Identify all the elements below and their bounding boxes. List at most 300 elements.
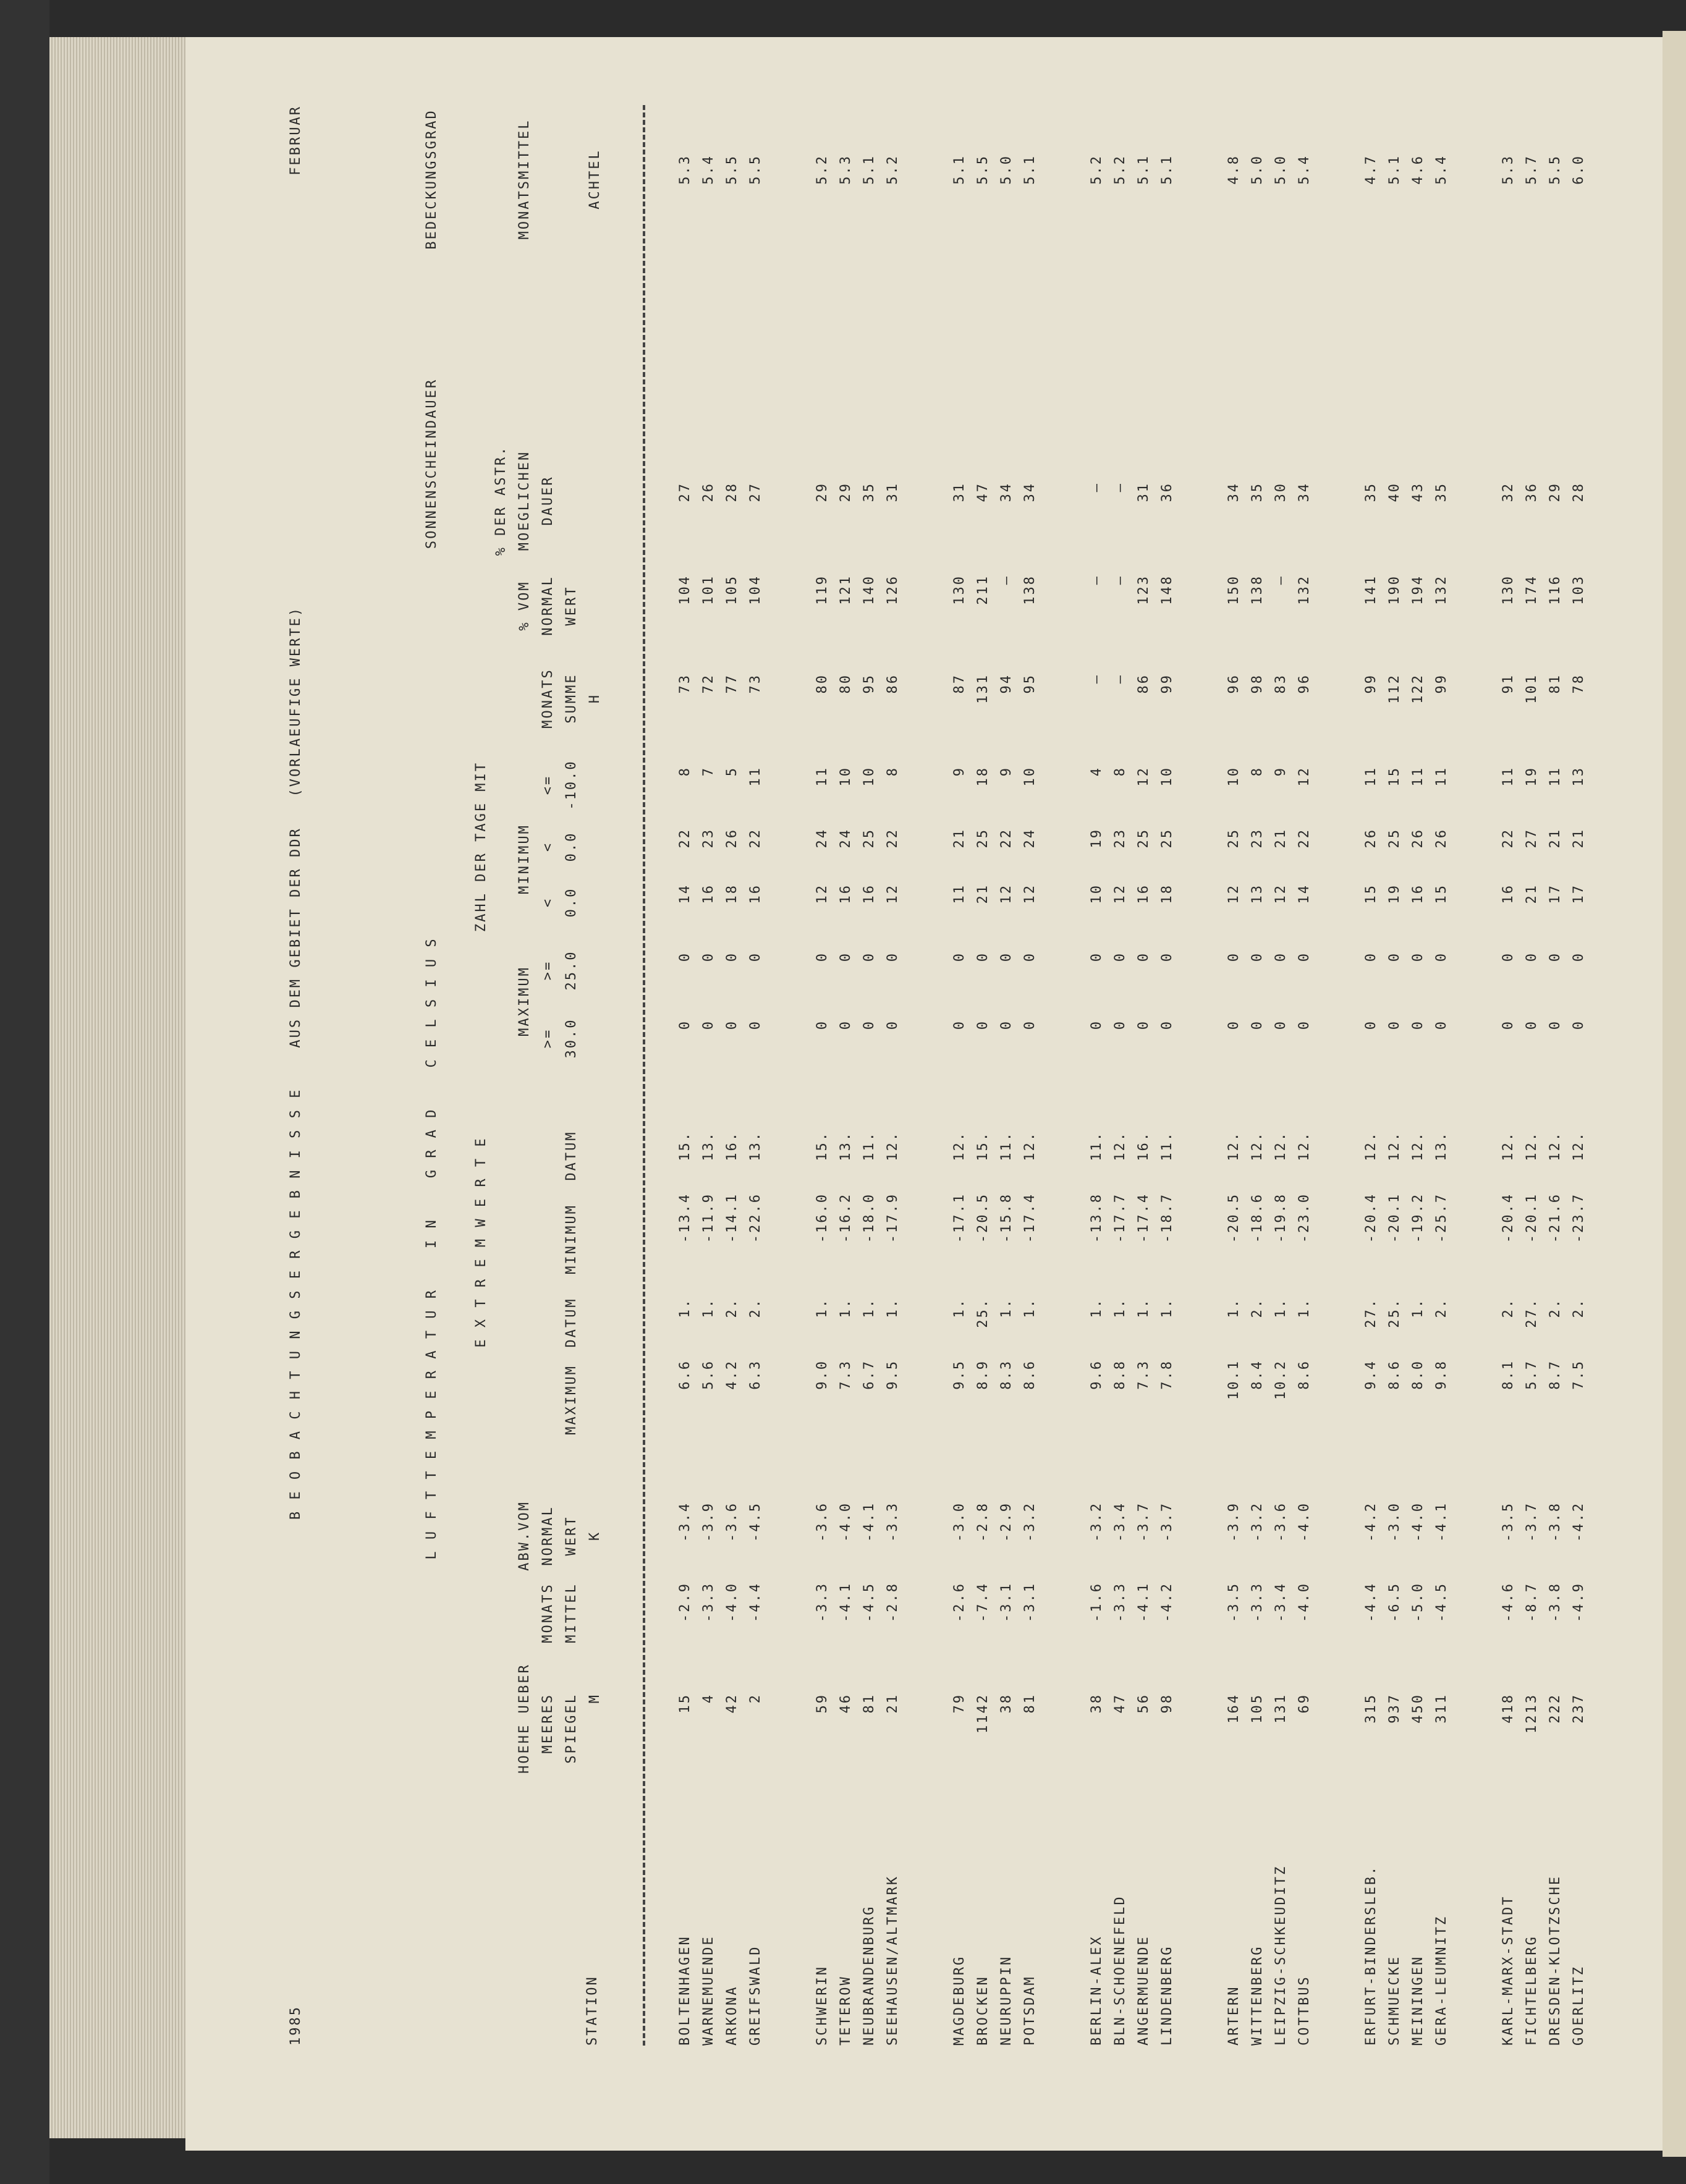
tage-min0-value: 21 [1273, 828, 1289, 849]
bedeckung-value: 5.2 [1089, 154, 1104, 185]
monatsmittel-value: -6.5 [1387, 1582, 1402, 1622]
station-name: GERA-LEUMNITZ [1434, 1915, 1449, 2046]
minimum-value: -20.4 [1501, 1193, 1516, 1243]
threshold-op-2: >= [540, 960, 556, 981]
monatsmittel-value: -3.3 [815, 1582, 830, 1622]
max-datum-value: 1. [1159, 1298, 1175, 1318]
hoehe-value: 81 [1022, 1693, 1038, 1714]
monatsmittel-value: -4.1 [838, 1582, 854, 1622]
book-page [185, 37, 1669, 2151]
min-datum-value: 12. [1112, 1131, 1128, 1161]
tage-min0-value: 26 [1434, 828, 1449, 849]
maximum-value: 9.5 [885, 1360, 900, 1390]
maximum-value: 6.7 [862, 1360, 877, 1390]
tage-max0-value: 18 [724, 884, 740, 904]
tage-min10-value: 13 [1571, 766, 1586, 787]
bedeckung-value: 5.3 [677, 154, 693, 185]
hoehe-value: 47 [1112, 1693, 1128, 1714]
tage-max30-value: 0 [975, 1020, 991, 1030]
tage-min10-value: 10 [1159, 766, 1175, 787]
max-datum-value: 1. [701, 1298, 716, 1318]
monatsmittel-value: -1.6 [1089, 1582, 1104, 1622]
tage-min0-value: 22 [748, 828, 763, 849]
sonne-summe-value: 80 [838, 674, 854, 694]
tage-max25-value: 0 [838, 952, 854, 962]
hoehe-value: 2 [748, 1693, 763, 1704]
abw-value: -2.9 [999, 1502, 1014, 1542]
pct-normal-header-2: NORMAL [540, 575, 556, 636]
tage-min0-value: 21 [1548, 828, 1563, 849]
station-name: DRESDEN-KLOTZSCHE [1548, 1874, 1563, 2046]
tage-max30-value: 0 [1273, 1020, 1289, 1030]
monatsmittel-value: -3.1 [1022, 1582, 1038, 1622]
station-name: MAGDEBURG [952, 1955, 967, 2046]
minimum-value: -15.8 [999, 1193, 1014, 1243]
station-name: ERFURT-BINDERSLEB. [1363, 1864, 1379, 2046]
tage-max25-value: 0 [975, 952, 991, 962]
tage-max0-value: 12 [1022, 884, 1038, 904]
station-name: BLN-SCHOENEFELD [1112, 1895, 1128, 2046]
tage-min0-value: 23 [1250, 828, 1265, 849]
bedeckung-value: 5.1 [1022, 154, 1038, 185]
station-name: BOLTENHAGEN [677, 1935, 693, 2046]
tage-min10-value: 8 [1250, 766, 1265, 777]
bedeckung-value: 5.5 [1548, 154, 1563, 185]
monatsmittel-value: -4.0 [1297, 1582, 1312, 1622]
tage-min0-value: 25 [1136, 828, 1151, 849]
sonne-pct-astr-value: 28 [724, 482, 740, 502]
sonne-summe-value: 91 [1501, 674, 1516, 694]
tage-max25-value: 0 [1226, 952, 1242, 962]
sonne-summe-value: 87 [952, 674, 967, 694]
max-datum-value: 1. [952, 1298, 967, 1318]
sonne-pct-normal-value: — [1112, 575, 1128, 585]
hoehe-value: 46 [838, 1693, 854, 1714]
tage-min0-value: 21 [952, 828, 967, 849]
hoehe-value: 418 [1501, 1693, 1516, 1724]
extremwerte-heading: E X T R E M W E R T E [473, 1136, 489, 1348]
tage-max0-value: 12 [1226, 884, 1242, 904]
maximum-value: 4.2 [724, 1360, 740, 1390]
tage-max25-value: 0 [952, 952, 967, 962]
sonne-summe-value: 96 [1226, 674, 1242, 694]
minimum-value: -17.1 [952, 1193, 967, 1243]
maximum-value: 10.1 [1226, 1360, 1242, 1400]
minimum-value: -13.4 [677, 1193, 693, 1243]
hoehe-value: 38 [1089, 1693, 1104, 1714]
monatsmittel-value: -4.4 [748, 1582, 763, 1622]
maximum-value: 8.0 [1410, 1360, 1426, 1390]
sonne-pct-astr-value: 36 [1524, 482, 1540, 502]
tage-max25-value: 0 [1571, 952, 1586, 962]
monatsmittel-value: -3.8 [1548, 1582, 1563, 1622]
datum-header-1: DATUM [564, 1297, 579, 1348]
tage-max0-value: 11 [952, 884, 967, 904]
sonne-pct-astr-value: 43 [1410, 482, 1426, 502]
hoehe-value: 105 [1250, 1693, 1265, 1724]
tage-max0-value: 12 [885, 884, 900, 904]
tage-max25-value: 0 [1363, 952, 1379, 962]
min-datum-value: 13. [748, 1131, 763, 1161]
sonne-pct-astr-value: 29 [838, 482, 854, 502]
abw-value: -4.0 [838, 1502, 854, 1542]
sonne-pct-astr-value: 34 [1297, 482, 1312, 502]
tage-min0-value: 22 [999, 828, 1014, 849]
tage-max25-value: 0 [1524, 952, 1540, 962]
sonne-pct-normal-value: 116 [1548, 575, 1563, 605]
hoehe-value: 4 [701, 1693, 716, 1704]
tage-max0-value: 18 [1159, 884, 1175, 904]
hoehe-value: 311 [1434, 1693, 1449, 1724]
min-datum-value: 12. [1501, 1131, 1516, 1161]
max-datum-value: 2. [1501, 1298, 1516, 1318]
minimum-value: -25.7 [1434, 1193, 1449, 1243]
tage-max25-value: 0 [724, 952, 740, 962]
tage-min10-value: 5 [724, 766, 740, 777]
sonne-summe-value: 122 [1410, 674, 1426, 704]
year: 1985 [288, 2005, 303, 2046]
sonne-pct-normal-value: 140 [862, 575, 877, 605]
min-datum-value: 11. [1159, 1131, 1175, 1161]
sonne-pct-astr-value: 26 [701, 482, 716, 502]
sonne-pct-normal-value: 105 [724, 575, 740, 605]
abw-value: -3.2 [1250, 1502, 1265, 1542]
hoehe-value: 15 [677, 1693, 693, 1714]
max-datum-value: 25. [1387, 1298, 1402, 1328]
minimum-value: -20.1 [1387, 1193, 1402, 1243]
max-datum-value: 1. [999, 1298, 1014, 1318]
max-datum-value: 2. [724, 1298, 740, 1318]
abw-value: -3.9 [701, 1502, 716, 1542]
tage-max30-value: 0 [885, 1020, 900, 1030]
tage-min0-value: 25 [1226, 828, 1242, 849]
min-datum-value: 12. [1363, 1131, 1379, 1161]
abw-value: -3.2 [1089, 1502, 1104, 1542]
min-datum-value: 16. [1136, 1131, 1151, 1161]
sonne-pct-astr-value: 35 [862, 482, 877, 502]
minimum-group-header: MINIMUM [517, 824, 532, 894]
tage-max30-value: 0 [1226, 1020, 1242, 1030]
sonne-pct-astr-value: 27 [748, 482, 763, 502]
minimum-value: -16.2 [838, 1193, 854, 1243]
station-name: TETEROW [838, 1975, 854, 2046]
bedeckung-value: 5.5 [724, 154, 740, 185]
minimum-value: -17.7 [1112, 1193, 1128, 1243]
month: FEBRUAR [288, 105, 303, 176]
monatsmittel-value: -4.0 [724, 1582, 740, 1622]
maximum-value: 5.6 [701, 1360, 716, 1390]
bedeckung-value: 5.0 [1250, 154, 1265, 185]
tage-min0-value: 27 [1524, 828, 1540, 849]
sonne-summe-value: — [1089, 674, 1104, 684]
tage-min10-value: 11 [1501, 766, 1516, 787]
sonne-summe-value: 99 [1434, 674, 1449, 694]
min-datum-value: 12. [1273, 1131, 1289, 1161]
min-datum-value: 11. [999, 1131, 1014, 1161]
abw-value: -3.7 [1136, 1502, 1151, 1542]
minimum-value: -19.8 [1273, 1193, 1289, 1243]
minimum-value: -18.7 [1159, 1193, 1175, 1243]
abw-value: -3.6 [724, 1502, 740, 1542]
tage-min0-value: 23 [701, 828, 716, 849]
maximum-value: 8.1 [1501, 1360, 1516, 1390]
tage-max25-value: 0 [1089, 952, 1104, 962]
abw-value: -3.0 [952, 1502, 967, 1542]
abw-value: -3.6 [1273, 1502, 1289, 1542]
sonne-pct-normal-value: 138 [1250, 575, 1265, 605]
hoehe-value: 237 [1571, 1693, 1586, 1724]
bedeckung-value: 5.5 [975, 154, 991, 185]
monatsmittel-value: -7.4 [975, 1582, 991, 1622]
sonne-pct-normal-value: 194 [1410, 575, 1426, 605]
tage-min10-value: 12 [1136, 766, 1151, 787]
bedeckung-value: 5.2 [815, 154, 830, 185]
tage-max0-value: 17 [1571, 884, 1586, 904]
max-datum-value: 1. [1297, 1298, 1312, 1318]
monatsmittel-value: -4.2 [1159, 1582, 1175, 1622]
tage-max0-value: 16 [838, 884, 854, 904]
maximum-value: 8.7 [1548, 1360, 1563, 1390]
threshold-op-5: <= [540, 774, 556, 795]
tage-max0-value: 12 [1112, 884, 1128, 904]
abw-value: -3.3 [885, 1502, 900, 1542]
sonne-pct-normal-value: 141 [1363, 575, 1379, 605]
hoehe-header-3: SPIEGEL [564, 1693, 579, 1764]
minimum-value: -23.0 [1297, 1193, 1312, 1243]
sonne-pct-astr-value: 34 [1226, 482, 1242, 502]
tage-min0-value: 22 [885, 828, 900, 849]
sonne-pct-astr-value: 31 [885, 482, 900, 502]
tage-max25-value: 0 [748, 952, 763, 962]
abw-value: -3.4 [677, 1502, 693, 1542]
tage-min10-value: 12 [1297, 766, 1312, 787]
sonne-pct-normal-value: 104 [748, 575, 763, 605]
min-datum-value: 13. [838, 1131, 854, 1161]
sonne-pct-normal-value: 103 [1571, 575, 1586, 605]
tage-max0-value: 10 [1089, 884, 1104, 904]
tage-min10-value: 9 [1273, 766, 1289, 777]
tage-max0-value: 12 [1273, 884, 1289, 904]
max-datum-value: 1. [1226, 1298, 1242, 1318]
minimum-header: MINIMUM [564, 1204, 579, 1274]
pct-normal-header-3: WERT [564, 585, 579, 626]
tage-max0-value: 16 [1410, 884, 1426, 904]
abw-value: -2.8 [975, 1502, 991, 1542]
monatsmittel-value: -5.0 [1410, 1582, 1426, 1622]
tage-max25-value: 0 [1136, 952, 1151, 962]
station-name: SCHMUECKE [1387, 1955, 1402, 2046]
station-name: WITTENBERG [1250, 1945, 1265, 2046]
min-datum-value: 13. [1434, 1131, 1449, 1161]
maximum-value: 8.6 [1387, 1360, 1402, 1390]
tage-min0-value: 21 [1571, 828, 1586, 849]
tage-min10-value: 10 [1226, 766, 1242, 787]
hoehe-value: 131 [1273, 1693, 1289, 1724]
sonne-pct-astr-value: 35 [1363, 482, 1379, 502]
minimum-value: -18.0 [862, 1193, 877, 1243]
bedeckung-value: 5.1 [952, 154, 967, 185]
monatsmittel-value: -3.3 [701, 1582, 716, 1622]
tage-min10-value: 10 [862, 766, 877, 787]
sonne-summe-value: 73 [677, 674, 693, 694]
threshold-op-3: < [540, 897, 556, 908]
sonne-summe-value: 95 [1022, 674, 1038, 694]
bedeckung-value: 5.5 [748, 154, 763, 185]
abw-value: -4.1 [1434, 1502, 1449, 1542]
sonne-pct-normal-value: 138 [1022, 575, 1038, 605]
station-name: BERLIN-ALEX [1089, 1935, 1104, 2046]
maximum-value: 8.6 [1022, 1360, 1038, 1390]
hoehe-value: 450 [1410, 1693, 1426, 1724]
max-datum-value: 1. [885, 1298, 900, 1318]
station-name: KARL-MARX-STADT [1501, 1895, 1516, 2046]
sonne-summe-value: 99 [1363, 674, 1379, 694]
sonne-summe-value: 83 [1273, 674, 1289, 694]
abw-value: -3.7 [1524, 1502, 1540, 1542]
monatsmittel-value: -8.7 [1524, 1582, 1540, 1622]
abw-header-2: NORMAL [540, 1505, 556, 1566]
tage-min0-value: 22 [677, 828, 693, 849]
bedeckung-value: 5.3 [838, 154, 854, 185]
tage-min10-value: 9 [952, 766, 967, 777]
tage-max30-value: 0 [952, 1020, 967, 1030]
monatsmittel-value: -4.5 [862, 1582, 877, 1622]
max-datum-value: 1. [677, 1298, 693, 1318]
sonne-summe-value: 86 [885, 674, 900, 694]
minimum-value: -13.8 [1089, 1193, 1104, 1243]
monatsmittel-header-2: MITTEL [564, 1583, 579, 1643]
sonne-summe-value: 80 [815, 674, 830, 694]
monatssumme-header-3: H [587, 693, 603, 704]
maximum-value: 6.3 [748, 1360, 763, 1390]
maximum-value: 5.7 [1524, 1360, 1540, 1390]
hoehe-value: 81 [862, 1693, 877, 1714]
min-datum-value: 12. [1410, 1131, 1426, 1161]
tage-max0-value: 16 [862, 884, 877, 904]
tage-min10-value: 11 [1548, 766, 1563, 787]
hoehe-value: 21 [885, 1693, 900, 1714]
tage-max25-value: 0 [1387, 952, 1402, 962]
tage-min10-value: 4 [1089, 766, 1104, 777]
sonne-pct-astr-value: 34 [999, 482, 1014, 502]
tage-max0-value: 13 [1250, 884, 1265, 904]
tage-max25-value: 0 [1112, 952, 1128, 962]
min-datum-value: 12. [1524, 1131, 1540, 1161]
monatsmittel-value: -4.1 [1136, 1582, 1151, 1622]
tage-max0-value: 16 [1501, 884, 1516, 904]
sonne-pct-astr-value: 36 [1159, 482, 1175, 502]
bedeckung-value: 4.6 [1410, 154, 1426, 185]
monatsmittel-value: -4.6 [1501, 1582, 1516, 1622]
sonne-summe-value: 96 [1297, 674, 1312, 694]
station-name: COTTBUS [1297, 1975, 1312, 2046]
hoehe-value: 98 [1159, 1693, 1175, 1714]
achtel-header: ACHTEL [587, 149, 603, 210]
tage-min10-value: 11 [1363, 766, 1379, 787]
page-title: B E O B A C H T U N G S E R G E B N I S S E AUS DEM GEBIET DER DDR (VORLAEUFIGE WERTE) [288, 606, 303, 1520]
tage-min0-value: 25 [862, 828, 877, 849]
abw-value: -3.4 [1112, 1502, 1128, 1542]
monatsmittel-value: -3.3 [1250, 1582, 1265, 1622]
bedeckung-value: 5.4 [1297, 154, 1312, 185]
station-name: LINDENBERG [1159, 1945, 1175, 2046]
sonne-pct-astr-value: 35 [1434, 482, 1449, 502]
abw-header-3: WERT [564, 1515, 579, 1556]
bedeckung-value: 5.0 [999, 154, 1014, 185]
station-name: POTSDAM [1022, 1975, 1038, 2046]
max-datum-value: 27. [1363, 1298, 1379, 1328]
maximum-value: 9.8 [1434, 1360, 1449, 1390]
min-datum-value: 12. [885, 1131, 900, 1161]
sonne-pct-normal-value: 174 [1524, 575, 1540, 605]
maximum-value: 8.6 [1297, 1360, 1312, 1390]
bedeckung-value: 6.0 [1571, 154, 1586, 185]
sonne-summe-value: 81 [1548, 674, 1563, 694]
abw-value: -3.5 [1501, 1502, 1516, 1542]
tage-max0-value: 12 [815, 884, 830, 904]
tage-max30-value: 0 [1571, 1020, 1586, 1030]
sonne-pct-normal-value: 190 [1387, 575, 1402, 605]
sonne-summe-value: 99 [1159, 674, 1175, 694]
minimum-value: -17.9 [885, 1193, 900, 1243]
sonne-pct-astr-value: 32 [1501, 482, 1516, 502]
maximum-value: 8.4 [1250, 1360, 1265, 1390]
tage-min0-value: 24 [815, 828, 830, 849]
abw-value: -4.5 [748, 1502, 763, 1542]
sonne-summe-value: — [1112, 674, 1128, 684]
tage-min0-value: 26 [724, 828, 740, 849]
monatsmittel-value: -2.6 [952, 1582, 967, 1622]
tage-max30-value: 0 [1387, 1020, 1402, 1030]
sonne-pct-astr-value: 31 [1136, 482, 1151, 502]
max-datum-value: 1. [1136, 1298, 1151, 1318]
sonne-pct-astr-value: 40 [1387, 482, 1402, 502]
tage-max0-value: 17 [1548, 884, 1563, 904]
tage-min0-value: 25 [1159, 828, 1175, 849]
header-rule [643, 105, 645, 2046]
tage-min10-value: 9 [999, 766, 1014, 777]
rotated-table-sheet [272, 49, 1669, 2083]
hoehe-value: 222 [1548, 1693, 1563, 1724]
sonne-pct-normal-value: 101 [701, 575, 716, 605]
bedeckung-value: 5.3 [1501, 154, 1516, 185]
minimum-value: -20.4 [1363, 1193, 1379, 1243]
bedeckung-value: 5.1 [1387, 154, 1402, 185]
sonnenschein-heading: SONNENSCHEINDAUER [424, 378, 439, 549]
zahl-tage-heading: ZAHL DER TAGE MIT [473, 761, 489, 933]
tage-min0-value: 25 [975, 828, 991, 849]
minimum-value: -20.5 [1226, 1193, 1242, 1243]
next-page-edge [1663, 31, 1686, 2157]
min-datum-value: 15. [677, 1131, 693, 1161]
tage-max25-value: 0 [862, 952, 877, 962]
max-datum-value: 1. [815, 1298, 830, 1318]
tage-max30-value: 0 [1501, 1020, 1516, 1030]
hoehe-header-2: MEERES [540, 1693, 556, 1754]
max-datum-value: 2. [1571, 1298, 1586, 1318]
sonne-pct-astr-value: — [1112, 482, 1128, 493]
station-name: LEIPZIG-SCHKEUDITZ [1273, 1864, 1289, 2046]
datum-header-2: DATUM [564, 1130, 579, 1181]
tage-max0-value: 16 [1136, 884, 1151, 904]
tage-max30-value: 0 [1022, 1020, 1038, 1030]
min-datum-value: 15. [975, 1131, 991, 1161]
threshold-val-3: 0.0 [564, 887, 579, 918]
tage-max30-value: 0 [999, 1020, 1014, 1030]
min-datum-value: 12. [1250, 1131, 1265, 1161]
abw-value: -3.9 [1226, 1502, 1242, 1542]
station-name: NEUBRANDENBURG [862, 1905, 877, 2046]
